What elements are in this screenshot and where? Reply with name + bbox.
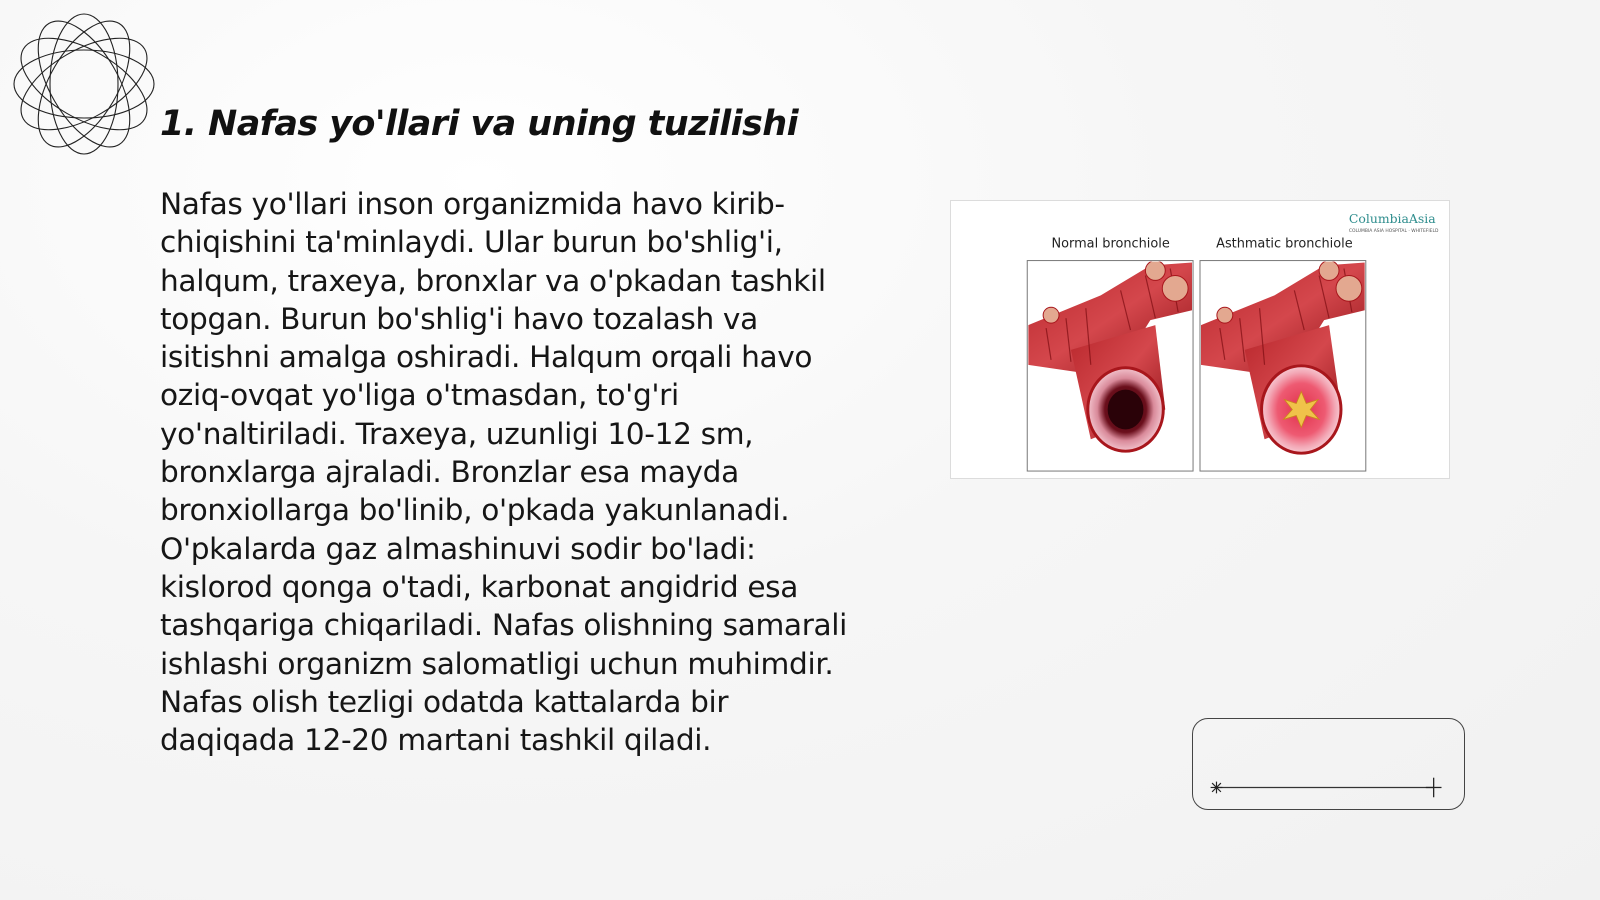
- bronchiole-illustration: [951, 201, 1449, 478]
- timeline-decoration: [1192, 718, 1465, 810]
- panel-label-asthmatic: Asthmatic bronchiole: [1216, 236, 1353, 252]
- body-paragraph: Nafas yo'llari inson organizmida havo kirib-chiqishini ta'minlaydi. Ular burun bo'shlig'i, halqum, traxeya, bronxlar va o'pkadan tashkil topgan. Burun bo'shlig'i havo tozalash va isitishni amalga oshiradi. Halqum orqali havo oziq-ovqat yo'liga o'tmasdan, to'g'ri yo'naltiriladi. Traxeya, uzunligi 10-12 sm, bronxlarga ajraladi. Bronzlar esa mayda bronxiollarga bo'linib, o'pkada yakunlanadi. O'pkalarda gaz almashinuvi sodir bo'ladi: kislorod qonga o'tadi, karbonat angidrid esa tashqariga chiqariladi. Nafas olishning samarali ishlashi organizm salomatligi uchun muhimdir. Nafas olish tezligi odatda kattalarda bir daqiqada 12-20 martani tashkil qiladi.: [160, 187, 848, 758]
- timeline-line: [1193, 719, 1464, 809]
- starburst-icon: [1211, 782, 1223, 794]
- hospital-logo-subtitle: COLUMBIA ASIA HOSPITAL · WHITEFIELD: [1348, 228, 1439, 234]
- hospital-logo: ColumbiaAsia: [1348, 210, 1436, 226]
- bronchiole-figure: [950, 200, 1450, 479]
- asthmatic-bronchiole-panel: [1200, 261, 1366, 471]
- normal-bronchiole-panel: [1027, 261, 1193, 471]
- sparkle-cross-icon: [1426, 778, 1442, 798]
- panel-label-normal: Normal bronchiole: [1051, 236, 1170, 252]
- slide-title: 1. Nafas yo'llari va uning tuzilishi: [160, 104, 798, 144]
- spirograph-ornament-icon: [10, 10, 158, 158]
